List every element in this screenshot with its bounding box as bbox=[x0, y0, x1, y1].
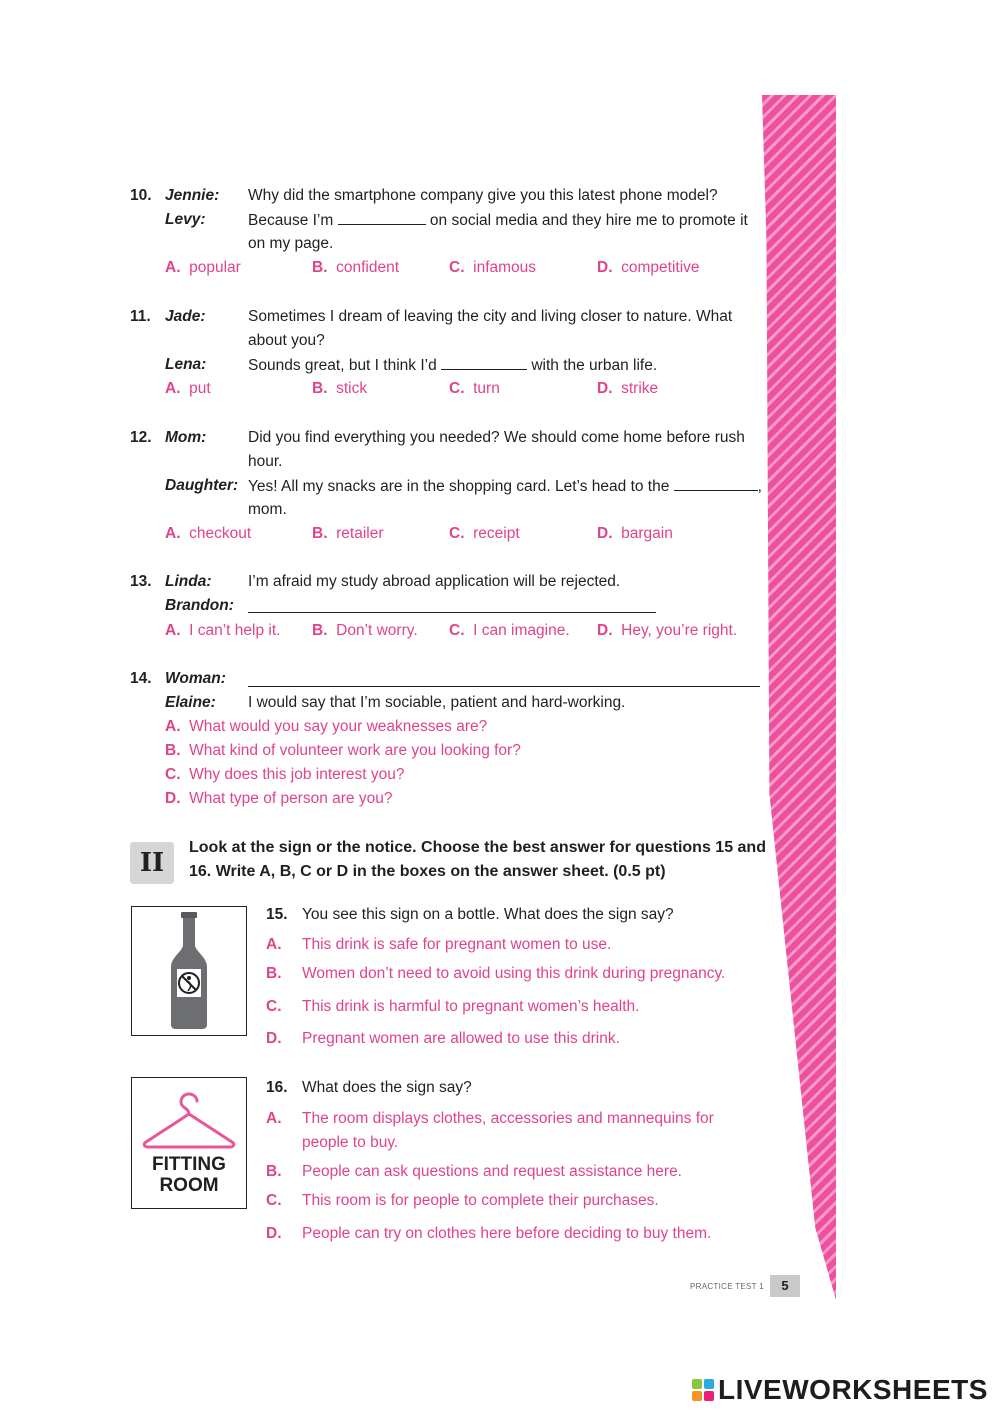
q13-line1: I’m afraid my study abroad application will be rejected. bbox=[248, 573, 621, 590]
q11-option-d[interactable] bbox=[597, 377, 658, 401]
bottle-icon bbox=[132, 907, 246, 1035]
q16-option-c[interactable] bbox=[266, 1189, 659, 1213]
option-letter: B. bbox=[266, 965, 282, 982]
q14-option-d[interactable] bbox=[165, 787, 392, 811]
q13-speaker1: Linda: bbox=[165, 573, 212, 590]
q11-speaker2: Lena: bbox=[165, 356, 207, 373]
q15-option-b[interactable] bbox=[266, 962, 726, 986]
q10-line2-cont: on my page. bbox=[248, 235, 334, 252]
option-text: What would you say your weaknesses are? bbox=[189, 718, 488, 735]
option-text: popular bbox=[189, 259, 241, 276]
q13-option-b[interactable] bbox=[312, 619, 418, 643]
q14-number: 14. bbox=[130, 670, 152, 687]
option-letter: C. bbox=[449, 259, 465, 276]
q16-option-b[interactable] bbox=[266, 1160, 682, 1184]
option-letter: A. bbox=[165, 525, 181, 542]
option-text: stick bbox=[336, 380, 368, 397]
option-letter: D. bbox=[266, 1030, 282, 1047]
liveworksheets-logo bbox=[692, 1375, 988, 1405]
liveworksheets-logo-text: LIVEWORKSHEETS bbox=[718, 1374, 988, 1405]
q12-option-b[interactable] bbox=[312, 522, 384, 546]
option-letter: C. bbox=[266, 998, 282, 1015]
section-instruction-line2: 16. Write A, B, C or D in the boxes on the answer sheet. (0.5 pt) bbox=[189, 863, 666, 880]
option-text: People can try on clothes here before deciding to buy them. bbox=[302, 1225, 712, 1242]
q14-speaker1: Woman: bbox=[165, 670, 226, 687]
option-letter: C. bbox=[449, 622, 465, 639]
q16-question: What does the sign say? bbox=[302, 1079, 472, 1096]
q10-line2 bbox=[248, 208, 748, 233]
option-letter: D. bbox=[597, 622, 613, 639]
option-letter: B. bbox=[312, 622, 328, 639]
q11-line2-before: Sounds great, but I think I’d bbox=[248, 357, 437, 374]
q12-line2-after: , bbox=[757, 478, 762, 495]
option-letter: D. bbox=[597, 380, 613, 397]
option-text: Pregnant women are allowed to use this drink. bbox=[302, 1030, 620, 1047]
q16-option-d[interactable] bbox=[266, 1222, 712, 1246]
q16-number: 16. bbox=[266, 1079, 288, 1096]
q10-option-d[interactable] bbox=[597, 256, 700, 280]
q11-line1: Sometimes I dream of leaving the city and living closer to nature. What bbox=[248, 308, 733, 325]
option-text: Why does this job interest you? bbox=[189, 766, 405, 783]
option-letter: A. bbox=[165, 259, 181, 276]
option-text: turn bbox=[473, 380, 500, 397]
option-letter: A. bbox=[266, 1110, 282, 1127]
sign-room-text: ROOM bbox=[159, 1175, 219, 1196]
q16-option-a[interactable] bbox=[266, 1107, 714, 1131]
option-text: infamous bbox=[473, 259, 537, 276]
q10-line2-after: on social media and they hire me to promote it bbox=[429, 212, 748, 229]
q11-option-c[interactable] bbox=[449, 377, 500, 401]
footer-label: PRACTICE TEST 1 bbox=[690, 1282, 764, 1291]
q14-option-c[interactable] bbox=[165, 763, 405, 787]
option-letter: D. bbox=[597, 259, 613, 276]
q13-option-d[interactable] bbox=[597, 619, 737, 643]
q12-number: 12. bbox=[130, 429, 152, 446]
option-letter: C. bbox=[266, 1192, 282, 1209]
q15-option-a[interactable] bbox=[266, 933, 612, 957]
option-letter: D. bbox=[597, 525, 613, 542]
option-letter: A. bbox=[266, 936, 282, 953]
option-text: confident bbox=[336, 259, 400, 276]
option-letter: A. bbox=[165, 622, 181, 639]
section-instruction-line1: Look at the sign or the notice. Choose the best answer for questions 15 and bbox=[189, 839, 766, 856]
q12-line2-cont: mom. bbox=[248, 501, 287, 518]
q12-line2-before: Yes! All my snacks are in the shopping card. Let’s head to the bbox=[248, 478, 670, 495]
q10-answer-blank[interactable] bbox=[338, 208, 426, 225]
option-text: Hey, you’re right. bbox=[621, 622, 738, 639]
option-text: strike bbox=[621, 380, 659, 397]
option-text: This room is for people to complete their purchases. bbox=[302, 1192, 659, 1209]
q14-answer-line[interactable] bbox=[248, 686, 760, 687]
option-text: bargain bbox=[621, 525, 673, 542]
q13-number: 13. bbox=[130, 573, 152, 590]
option-text: retailer bbox=[336, 525, 384, 542]
page-number: 5 bbox=[770, 1275, 800, 1297]
option-text: receipt bbox=[473, 525, 520, 542]
option-text: Women don’t need to avoid using this drink during pregnancy. bbox=[302, 965, 726, 982]
option-letter: C. bbox=[449, 525, 465, 542]
q14-line2: I would say that I’m sociable, patient and hard-working. bbox=[248, 694, 626, 711]
q11-line2-after: with the urban life. bbox=[531, 357, 658, 374]
q12-answer-blank[interactable] bbox=[674, 474, 758, 491]
liveworksheets-logo-icon bbox=[692, 1379, 714, 1401]
option-letter: A. bbox=[165, 380, 181, 397]
hanger-icon bbox=[132, 1086, 246, 1156]
decorative-stripe-band bbox=[762, 95, 836, 1300]
option-text: I can imagine. bbox=[473, 622, 570, 639]
q14-speaker2: Elaine: bbox=[165, 694, 216, 711]
q13-option-a[interactable] bbox=[165, 619, 280, 643]
option-letter: B. bbox=[312, 525, 328, 542]
option-text: competitive bbox=[621, 259, 700, 276]
q15-question: You see this sign on a bottle. What does the sign say? bbox=[302, 906, 674, 923]
option-text: put bbox=[189, 380, 211, 397]
option-text: People can ask questions and request assistance here. bbox=[302, 1163, 682, 1180]
option-text: This drink is safe for pregnant women to use. bbox=[302, 936, 612, 953]
q12-line1-cont: hour. bbox=[248, 453, 283, 470]
q10-number: 10. bbox=[130, 187, 152, 204]
q10-speaker2: Levy: bbox=[165, 211, 206, 228]
option-text: I can’t help it. bbox=[189, 622, 281, 639]
q11-number: 11. bbox=[130, 308, 151, 325]
q11-answer-blank[interactable] bbox=[441, 353, 527, 370]
q13-option-c[interactable] bbox=[449, 619, 570, 643]
option-letter: B. bbox=[165, 742, 181, 759]
option-text: This drink is harmful to pregnant women’s health. bbox=[302, 998, 640, 1015]
q11-line1-cont: about you? bbox=[248, 332, 325, 349]
option-letter: B. bbox=[266, 1163, 282, 1180]
q12-speaker2: Daughter: bbox=[165, 477, 239, 494]
option-text: Don’t worry. bbox=[336, 622, 418, 639]
q14-option-b[interactable] bbox=[165, 739, 521, 763]
q15-option-d[interactable] bbox=[266, 1027, 620, 1051]
q15-sign-image bbox=[131, 906, 247, 1036]
q11-option-a[interactable] bbox=[165, 377, 211, 401]
q11-speaker1: Jade: bbox=[165, 308, 206, 325]
q15-number: 15. bbox=[266, 906, 288, 923]
option-letter: B. bbox=[312, 259, 328, 276]
q12-option-c[interactable] bbox=[449, 522, 520, 546]
q16-option-a-cont: people to buy. bbox=[302, 1134, 399, 1151]
q11-option-b[interactable] bbox=[312, 377, 367, 401]
q16-sign-image bbox=[131, 1077, 247, 1209]
q12-speaker1: Mom: bbox=[165, 429, 207, 446]
option-letter: D. bbox=[266, 1225, 282, 1242]
q10-option-b[interactable] bbox=[312, 256, 399, 280]
sign-fitting-text: FITTING bbox=[152, 1154, 226, 1175]
option-letter: D. bbox=[165, 790, 181, 807]
option-letter: C. bbox=[449, 380, 465, 397]
q13-answer-line[interactable] bbox=[248, 612, 656, 613]
option-letter: A. bbox=[165, 718, 181, 735]
q12-line1: Did you find everything you needed? We should come home before rush bbox=[248, 429, 745, 446]
option-text: The room displays clothes, accessories and mannequins for bbox=[302, 1110, 714, 1127]
q10-line2-before: Because I’m bbox=[248, 212, 334, 229]
q14-option-a[interactable] bbox=[165, 715, 487, 739]
q10-speaker1: Jennie: bbox=[165, 187, 220, 204]
option-letter: B. bbox=[312, 380, 328, 397]
option-text: What type of person are you? bbox=[189, 790, 393, 807]
q13-speaker2: Brandon: bbox=[165, 597, 234, 614]
q12-option-d[interactable] bbox=[597, 522, 673, 546]
option-letter: C. bbox=[165, 766, 181, 783]
q12-line2 bbox=[248, 474, 762, 499]
option-text: checkout bbox=[189, 525, 252, 542]
q11-line2 bbox=[248, 353, 657, 378]
q10-option-c[interactable] bbox=[449, 256, 536, 280]
q10-option-a[interactable] bbox=[165, 256, 241, 280]
section-numeral-badge: II bbox=[130, 842, 174, 884]
option-text: What kind of volunteer work are you looking for? bbox=[189, 742, 521, 759]
q12-option-a[interactable] bbox=[165, 522, 251, 546]
q15-option-c[interactable] bbox=[266, 995, 640, 1019]
q10-line1: Why did the smartphone company give you this latest phone model? bbox=[248, 187, 718, 204]
